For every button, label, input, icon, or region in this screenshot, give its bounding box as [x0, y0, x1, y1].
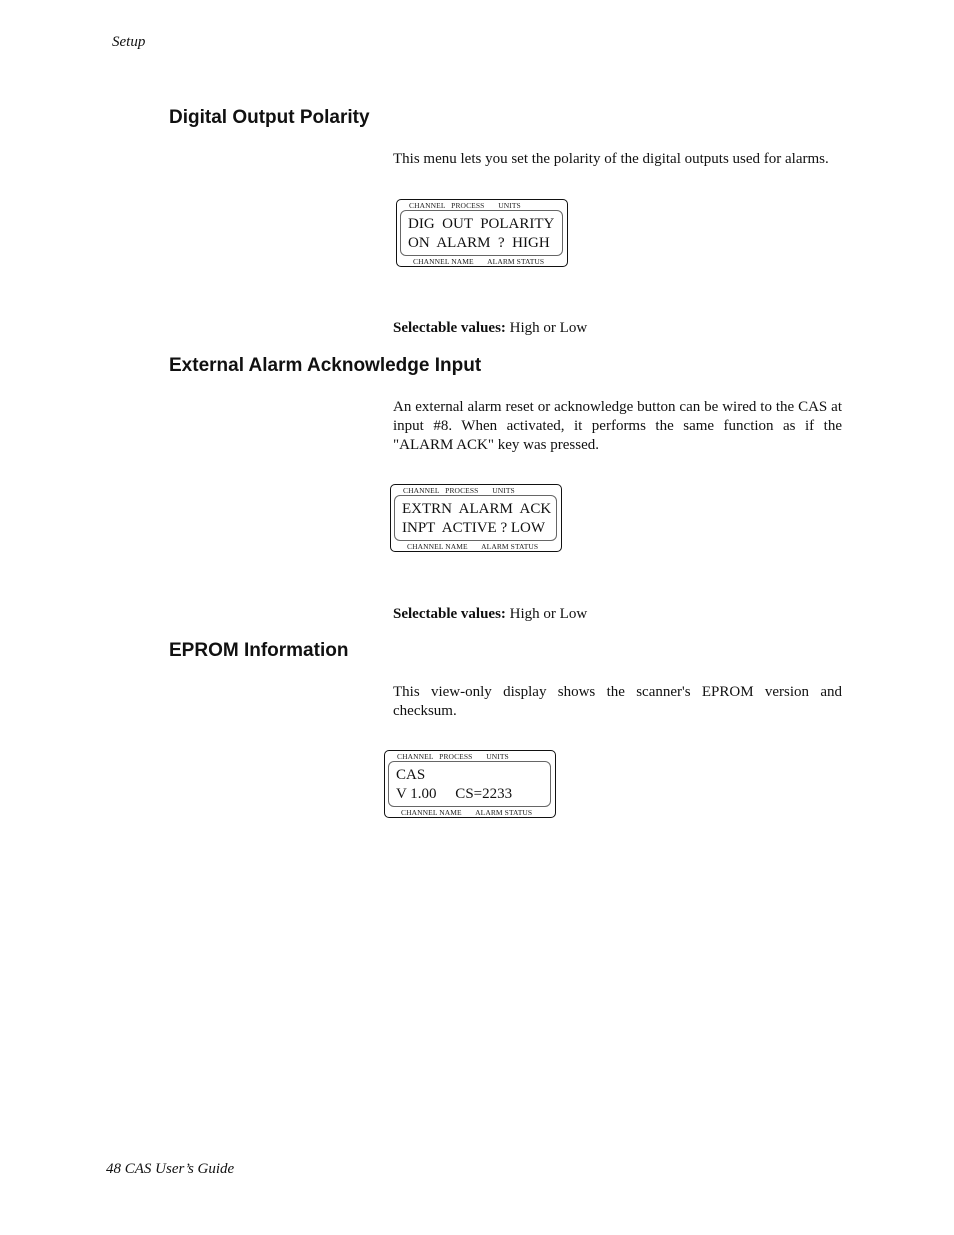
selectable-values-text: High or Low	[505, 606, 588, 622]
lcd-line-2: INPT ACTIVE ? LOW	[402, 520, 546, 536]
section-description: This view-only display shows the scanner's EPROM version and checksum.	[393, 684, 842, 719]
selectable-values-label: Selectable values:	[393, 320, 506, 336]
lcd-screen	[400, 210, 563, 256]
lcd-display	[384, 750, 556, 818]
lcd-line-1: DIG OUT POLARITY	[408, 216, 555, 232]
selectable-values	[393, 606, 587, 623]
lcd-screen	[394, 495, 557, 541]
selectable-values-text: High or Low	[505, 320, 588, 336]
running-header: Setup	[112, 34, 146, 50]
section-description: This menu lets you set the polarity of the digital outputs used for alarms.	[393, 151, 829, 167]
lcd-line-2: ON ALARM ? HIGH	[408, 235, 550, 251]
section-description: An external alarm reset or acknowledge button can be wired to the CAS at input #8. When activated, it performs the same function as if the "ALARM ACK" key was pressed.	[393, 399, 842, 453]
page-footer: 48 CAS User’s Guide	[106, 1161, 235, 1177]
lcd-display	[390, 484, 562, 552]
selectable-values-label: Selectable values:	[393, 606, 506, 622]
lcd-bottom-label: CHANNEL NAME ALARM STATUS	[407, 542, 539, 551]
lcd-top-label: CHANNEL PROCESS UNITS	[403, 486, 515, 495]
section-title-eprom-information: EPROM Information	[169, 640, 349, 661]
lcd-bottom-label: CHANNEL NAME ALARM STATUS	[413, 257, 545, 266]
section-title-digital-output-polarity: Digital Output Polarity	[169, 107, 370, 128]
selectable-values	[393, 320, 587, 337]
lcd-top-label: CHANNEL PROCESS UNITS	[397, 752, 509, 761]
lcd-display	[396, 199, 568, 267]
lcd-bottom-label: CHANNEL NAME ALARM STATUS	[401, 808, 533, 817]
lcd-line-2: V 1.00 CS=2233	[396, 786, 513, 802]
lcd-line-1: EXTRN ALARM ACK	[402, 501, 552, 517]
lcd-top-label: CHANNEL PROCESS UNITS	[409, 201, 521, 210]
lcd-line-1: CAS	[396, 767, 426, 783]
lcd-screen	[388, 761, 551, 807]
section-title-external-alarm-acknowledge-input: External Alarm Acknowledge Input	[169, 355, 482, 376]
